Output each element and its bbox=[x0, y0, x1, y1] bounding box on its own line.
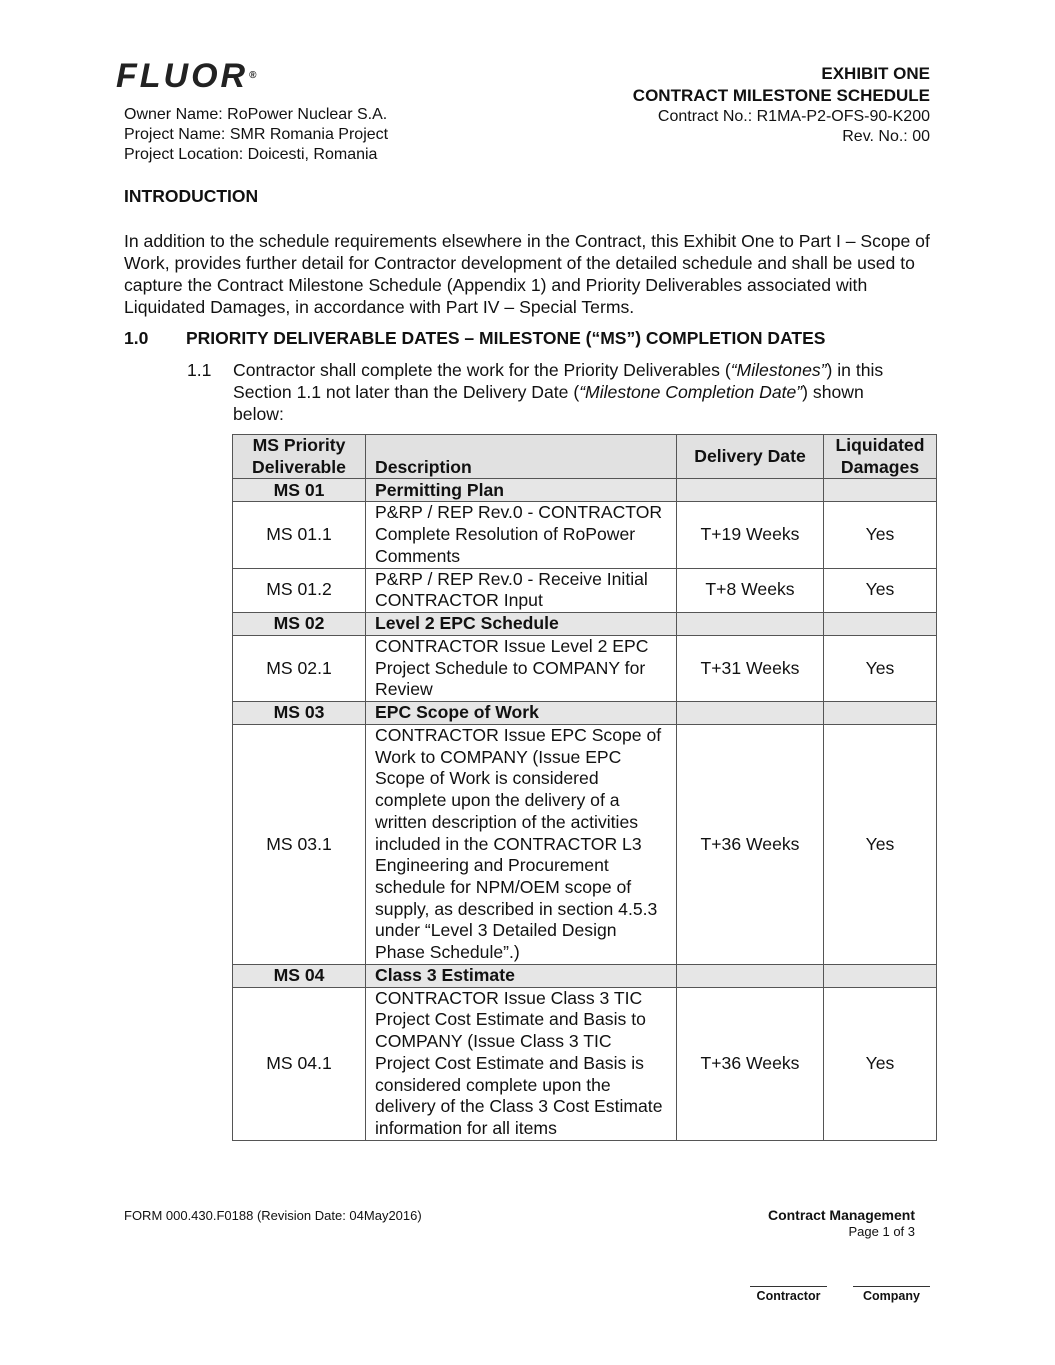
exhibit-label: EXHIBIT ONE bbox=[821, 64, 930, 83]
introduction-heading: INTRODUCTION bbox=[124, 186, 259, 206]
subsection-number: 1.1 bbox=[187, 360, 212, 380]
header-liquidated-damages: Liquidated Damages bbox=[824, 435, 937, 479]
footer-right bbox=[768, 1207, 915, 1240]
item-row-ms-04-1: MS 04.1 CONTRACTOR Issue Class 3 TIC Project Cost Estimate and Basis to COMPANY (Issue Class 3 TIC Project Cost Estimate and Basis is considered complete upon the delivery of the Class 3 Cost Estimate information for all items T+36 Weeks Yes bbox=[233, 987, 937, 1140]
group-row-ms-04: MS 04 Class 3 Estimate bbox=[233, 964, 937, 987]
item-row-ms-02-1: MS 02.1 CONTRACTOR Issue Level 2 EPC Project Schedule to COMPANY for Review T+31 Weeks Yes bbox=[233, 635, 937, 701]
page-number: Page 1 of 3 bbox=[848, 1224, 915, 1239]
footer-department: Contract Management bbox=[767, 1207, 915, 1223]
document-title: CONTRACT MILESTONE SCHEDULE bbox=[632, 86, 930, 105]
project-location: Project Location: Doicesti, Romania bbox=[124, 146, 378, 163]
section-heading: 1.0 PRIORITY DELIVERABLE DATES – MILESTONE (“MS”) COMPLETION DATES bbox=[124, 328, 826, 348]
table-header-row bbox=[233, 435, 937, 479]
item-row-ms-01-2: MS 01.2 P&RP / REP Rev.0 - Receive Initial CONTRACTOR Input T+8 Weeks Yes bbox=[233, 568, 937, 612]
header-ms-priority: MS Priority Deliverable bbox=[233, 435, 366, 479]
subsection-text: Contractor shall complete the work for the Priority Deliverables (“Milestones”) in this Section 1.1 not later than the Delivery Date (“Milestone Completion Date”) shown below: bbox=[233, 360, 884, 424]
item-row-ms-03-1: MS 03.1 CONTRACTOR Issue EPC Scope of Work to COMPANY (Issue EPC Scope of Work is considered complete upon the delivery of a written description of the activities included in the CONTRACTOR L3 Engineering and Procurement schedule for NPM/OEM scope of supply, as described in section 4.5.3 under “Level 3 Detailed Design Phase Schedule”.) T+36 Weeks Yes bbox=[233, 725, 937, 965]
contractor-initial-line: Contractor bbox=[750, 1286, 827, 1303]
subsection-1-1 bbox=[187, 359, 907, 425]
owner-block bbox=[124, 105, 388, 165]
group-row-ms-02: MS 02 Level 2 EPC Schedule bbox=[233, 612, 937, 635]
form-number: FORM 000.430.F0188 (Revision Date: 04May2016) bbox=[124, 1208, 422, 1223]
introduction-body: In addition to the schedule requirements elsewhere in the Contract, this Exhibit One to Part I – Scope of Work, provides further detail for Contractor development of the detailed schedule and shall be used to capture the Contract Milestone Schedule (Appendix 1) and Priority Deliverables associated with Liquidated Damages, in accordance with Part IV – Special Terms. bbox=[124, 231, 930, 317]
header-delivery-date: Delivery Date bbox=[677, 435, 824, 479]
owner-name: Owner Name: RoPower Nuclear S.A. bbox=[124, 106, 388, 123]
item-row-ms-01-1: MS 01.1 P&RP / REP Rev.0 - CONTRACTOR Complete Resolution of RoPower Comments T+19 Weeks Yes bbox=[233, 502, 937, 568]
fluor-logo: FLUOR® bbox=[116, 57, 257, 95]
group-row-ms-03: MS 03 EPC Scope of Work bbox=[233, 702, 937, 725]
milestone-table bbox=[232, 434, 937, 1141]
contract-number: Contract No.: R1MA-P2-OFS-90-K200 bbox=[657, 108, 930, 125]
revision-number: Rev. No.: 00 bbox=[842, 128, 930, 145]
company-initial-line: Company bbox=[853, 1286, 930, 1303]
header-description: Description bbox=[366, 435, 677, 479]
project-name: Project Name: SMR Romania Project bbox=[124, 126, 389, 143]
document-header bbox=[633, 63, 930, 147]
group-row-ms-01: MS 01 Permitting Plan bbox=[233, 479, 937, 502]
